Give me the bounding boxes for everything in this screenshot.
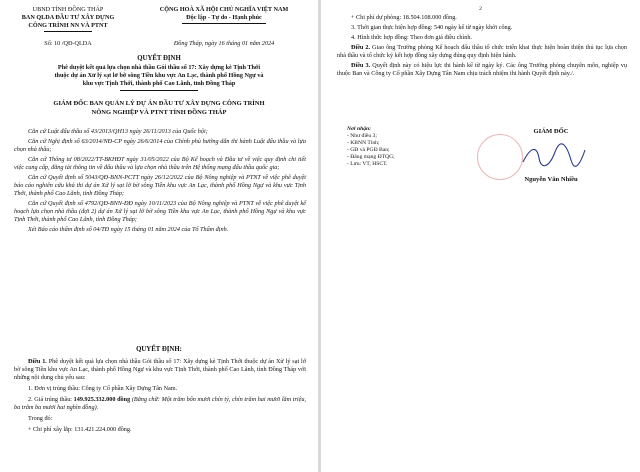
authority-line: GIÁM ĐỐC BAN QUẢN LÝ DỰ ÁN ĐẦU TƯ XÂY DỰNG CÔNG TRÌNH	[53, 100, 265, 107]
basis-item: Căn cứ Thông tư 08/2022/TT-BKHĐT ngày 31/05/2022 của Bộ Kế hoạch và Đầu tư về việc quy định chi tiết việc cung cấp, đăng tải thông tin về đấu thầu và lựa chọn nhà thầu trên Hệ thống mạng đấu thầu quốc gia;	[14, 156, 306, 171]
motto: Độc lập - Tự do - Hạnh phúc	[186, 14, 262, 21]
basis-item: Căn cứ Quyết định số 4792/QĐ-BNN-ĐĐ ngày 10/11/2023 của Bộ Nông nghiệp và PTNT về việc phê duyệt kế hoạch lựa chọn nhà thầu (đợt 2) dự án Xử lý sạt lở bờ sông Tiền khu vực An Lạc, thành phố Hồng Ngự và khu vực Tịnh Thới, thành phố Cao Lãnh, tỉnh Đồng Tháp;	[14, 200, 306, 223]
signature	[519, 142, 589, 170]
motto-underline	[182, 23, 266, 24]
subject-underline	[120, 90, 198, 91]
recipients-block	[347, 126, 437, 168]
national-header	[134, 6, 314, 22]
agency-header	[8, 6, 128, 30]
article-1-label: Điều 1.	[28, 358, 47, 365]
basis-item: Căn cứ Luật đấu thầu số 43/2013/QH13 ngày 26/11/2013 của Quốc hội;	[28, 128, 208, 135]
issuing-authority	[8, 100, 310, 117]
article-1	[14, 358, 306, 434]
doc-subject	[10, 64, 308, 88]
recipients-title: Nơi nhận:	[347, 126, 371, 132]
subject-line: Phê duyệt kết quả lựa chọn nhà thầu Gói thầu số 17: Xây dựng kè Tịnh Thới	[57, 64, 261, 71]
winning-price: 2. Giá trúng thầu: 149.925.332.000 đồng (Bằng chữ: Một trăm bốn mươi chín tỷ, chín trăm hai mươi lăm triệu, ba trăm ba mươi hai nghìn đồng).	[14, 396, 306, 411]
agency-underline	[44, 31, 92, 32]
agency-parent: UBND TỈNH ĐỒNG THÁP	[32, 6, 104, 13]
legal-bases	[14, 128, 306, 234]
article-1-continued	[337, 14, 627, 78]
winning-contractor: 1. Đơn vị trúng thầu: Công ty Cổ phần Xây Dựng Tân Nam.	[28, 385, 178, 392]
recipient-item: - Lưu: VT, HSCT.	[347, 161, 388, 167]
article-2-label: Điều 2.	[351, 44, 371, 51]
subject-line: thuộc dự án Xử lý sạt lở bờ sông Tiền khu vực An Lạc, thành phố Hồng Ngự và	[54, 72, 264, 79]
subject-line: khu vực Tịnh Thới, thành phố Cao Lãnh, tỉnh Đồng Tháp	[82, 80, 236, 87]
doc-type: QUYẾT ĐỊNH	[137, 55, 181, 62]
agency-name-1: BAN QLDA ĐẦU TƯ XÂY DỰNG	[21, 14, 115, 21]
cost-contingency: + Chi phí dự phòng: 18.504.108.000 đồng.	[351, 14, 457, 21]
recipient-item: - GĐ và PGĐ Ban;	[347, 147, 390, 153]
including-label: Trong đó:	[28, 415, 53, 422]
signer-name: Nguyễn Văn Nhiều	[524, 176, 578, 183]
article-3-label: Điều 3.	[351, 62, 371, 69]
basis-item: Căn cứ Nghị định số 63/2014/NĐ-CP ngày 26/6/2014 của Chính phủ hướng dẫn thi hành Luật đấu thầu và lựa chọn nhà thầu;	[14, 138, 306, 153]
official-seal	[477, 134, 523, 180]
place-date: Đồng Tháp, ngày 16 tháng 01 năm 2024	[173, 40, 275, 47]
doc-number: Số: 10 /QĐ-QLDA	[44, 40, 92, 47]
page-2	[321, 0, 640, 472]
contract-duration: 3. Thời gian thực hiện hợp đồng: 540 ngày kể từ ngày khởi công.	[351, 24, 513, 31]
article-1-text: Điều 1. Phê duyệt kết quả lựa chọn nhà thầu Gói thầu số 17: Xây dựng kè Tịnh Thới thuộc dự án Xử lý sạt lở bờ sông Tiền khu vực An Lạc, thành phố Hồng Ngự và khu vực Tịnh Thới, thành phố Cao Lãnh, tỉnh Đồng Tháp với những nội dung chủ yếu sau:	[14, 358, 306, 381]
article-2: Điều 2. Giao ông Trưởng phòng Kế hoạch đấu thầu tổ chức triển khai thực hiện hoàn thiện thủ tục lựa chọn nhà thầu và tổ chức ký kết hợp đồng xây dựng đúng quy định hiện hành.	[337, 44, 627, 59]
winning-price-value: 149.925.332.000 đồng	[73, 396, 131, 403]
authority-line: NÔNG NGHIỆP VÀ PTNT TỈNH ĐỒNG THÁP	[91, 108, 227, 116]
nation-name: CỘNG HOÀ XÃ HỘI CHỦ NGHĨA VIỆT NAM	[159, 6, 289, 13]
page-number: 2	[479, 6, 482, 12]
recipient-item: - KBNN Tỉnh;	[347, 140, 380, 146]
basis-item: Căn cứ Quyết định số 5043/QĐ-BNN-PCTT ngày 26/12/2022 của Bộ Nông nghiệp và PTNT về việc phê duyệt báo cáo nghiên cứu khả thi dự án Xử lý sạt lở bờ sông Tiền khu vực An Lạc, thành phố Hồng Ngự và khu vực Tịnh Thới, thành phố Cao Lãnh, tỉnh Đồng Tháp;	[14, 174, 306, 197]
cost-construction: + Chi phí xây lắp: 131.421.224.000 đồng.	[28, 426, 132, 433]
page-1	[0, 0, 318, 472]
article-3: Điều 3. Quyết định này có hiệu lực thi hành kể từ ngày ký. Các ông Trưởng phòng chuyên môn, nghiệp vụ thuộc Ban và Công ty Cổ phần Xây Dựng Tân Nam chịu trách nhiệm thi hành Quyết định này./.	[337, 62, 627, 77]
winning-price-words: (Bằng chữ: Một trăm bốn mươi chín tỷ, chín trăm hai mươi lăm triệu, ba trăm ba mươi hai nghìn đồng).	[14, 396, 306, 411]
recipient-item: - Đăng mạng ĐTQG;	[347, 154, 395, 160]
decides-heading: QUYẾT ĐỊNH:	[136, 346, 182, 353]
basis-item: Xét Báo cáo thẩm định số 04/TĐ ngày 15 tháng 01 năm 2024 của Tổ Thẩm định.	[28, 226, 229, 233]
signer-title: GIÁM ĐỐC	[533, 128, 569, 135]
agency-name-2: CÔNG TRÌNH NN VÀ PTNT	[28, 22, 108, 29]
contract-type: 4. Hình thức hợp đồng: Theo đơn giá điều chỉnh.	[351, 34, 472, 41]
recipient-item: - Như điều 3;	[347, 133, 377, 139]
